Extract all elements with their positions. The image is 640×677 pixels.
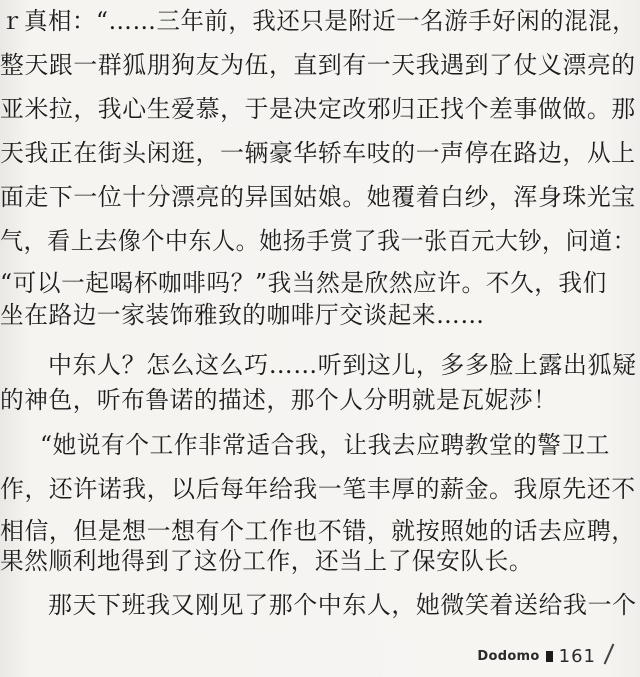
text-line: 亚米拉，我心生爱慕，于是决定改邪归正找个差事做做。那 bbox=[0, 95, 636, 123]
text-line: 相信，但是想一想有个工作也不错，就按照她的话去应聘， bbox=[0, 517, 636, 545]
text-line: 果然顺利地得到了这份工作，还当上了保安队长。 bbox=[0, 547, 534, 575]
text-line: ｒ真相：“……三年前，我还只是附近一名游手好闲的混混， bbox=[0, 7, 637, 35]
text-line: 气，看上去像个中东人。她扬手赏了我一张百元大钞，问道： bbox=[0, 227, 637, 255]
text-line: 的神色，听布鲁诺的描述，那个人分明就是瓦妮莎！ bbox=[0, 386, 558, 414]
text-line: “她说有个工作非常适合我，让我去应聘教堂的警卫工 bbox=[40, 431, 610, 459]
footer-slash-icon bbox=[604, 644, 615, 665]
text-line: 整天跟一群狐朋狗友为伍，直到有一天我遇到了仗义漂亮的 bbox=[0, 51, 636, 79]
footer-mark-icon bbox=[546, 651, 553, 662]
page-number: 161 bbox=[558, 646, 596, 667]
page-footer bbox=[477, 646, 596, 667]
text-line: 那天下班我又刚见了那个中东人，她微笑着送给我一个 bbox=[48, 591, 637, 619]
text-line: 面走下一位十分漂亮的异国姑娘。她覆着白纱，浑身珠光宝 bbox=[0, 183, 636, 211]
text-line: 天我正在街头闲逛，一辆豪华轿车吱的一声停在路边，从上 bbox=[0, 139, 636, 167]
text-line: 作，还许诺我，以后每年给我一笔丰厚的薪金。我原先还不 bbox=[0, 475, 636, 503]
text-line: 中东人？怎么这么巧……听到这儿，多多脸上露出狐疑 bbox=[48, 351, 637, 379]
footer-brand: Dodomo bbox=[477, 649, 540, 664]
text-line: “可以一起喝杯咖啡吗？”我当然是欣然应许。不久，我们 bbox=[0, 269, 607, 297]
text-line: 坐在路边一家装饰雅致的咖啡厅交谈起来…… bbox=[0, 301, 485, 329]
